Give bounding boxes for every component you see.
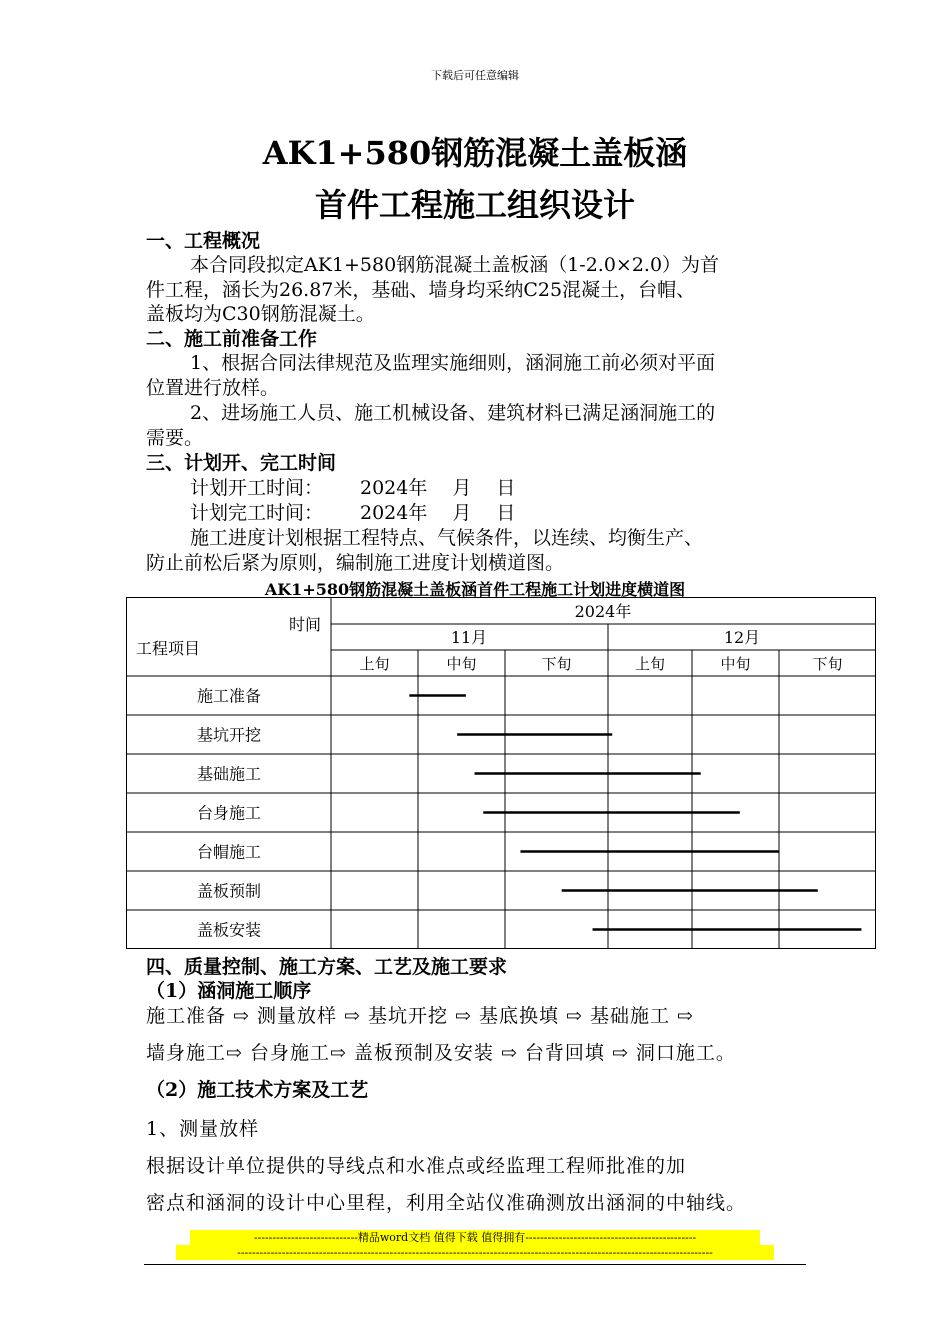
task-label: 盖板安装 <box>196 920 262 940</box>
task-label: 盖板预制 <box>196 881 262 901</box>
title-line-1: AK1+580钢筋混凝土盖板涵 <box>262 134 688 172</box>
month-header-11: 11月 <box>450 628 488 647</box>
section-1-line-2: 件工程，涵长为26.87米，基础、墙身均采纳C25混凝土，台帽、 <box>146 279 696 301</box>
year-header: 2024年 <box>574 602 632 621</box>
section-2-line-3: 2、进场施工人员、施工机械设备、建筑材料已满足涵洞施工的 <box>190 402 716 424</box>
task-label: 基坑开挖 <box>196 725 262 745</box>
flow-line-2: 墙身施工⇨ 台身施工⇨ 盖板预制及安装 ⇨ 台背回填 ⇨ 洞口施工。 <box>146 1042 736 1064</box>
para-line-2: 密点和涵洞的设计中心里程，利用全站仪准确测放出涵洞的中轴线。 <box>146 1192 747 1214</box>
section-2-line-4: 需要。 <box>146 427 204 449</box>
period-header: 下旬 <box>812 655 843 673</box>
month-header-12: 12月 <box>723 628 761 647</box>
section-2-line-1: 1、根据合同法律规范及监理实施细则，涵洞施工前必须对平面 <box>190 352 716 374</box>
task-label: 台身施工 <box>196 803 262 823</box>
footer-banner-1: ----------------------------精品word文档 值得下载 值得拥有---------------------------------------------- <box>190 1230 760 1245</box>
task-label: 基础施工 <box>196 764 262 784</box>
period-header: 下旬 <box>541 655 572 673</box>
period-header: 中旬 <box>720 655 751 673</box>
section-1-line-3: 盖板均为C30钢筋混凝土。 <box>146 303 375 325</box>
para-line-1: 根据设计单位提供的导线点和水准点或经监理工程师批准的加 <box>146 1155 687 1177</box>
header-note: 下载后可任意编辑 <box>431 69 519 82</box>
period-header: 上旬 <box>634 655 666 673</box>
period-header: 上旬 <box>359 655 390 673</box>
section-1-line-1: 本合同段拟定AK1+580钢筋混凝土盖板涵（1-2.0×2.0）为首 <box>190 254 720 276</box>
planned-start-label: 计划开工时间： <box>190 477 324 499</box>
corner-time-label: 时间 <box>288 615 321 634</box>
section-4-heading: 四、质量控制、施工方案、工艺及施工要求 <box>146 956 508 978</box>
section-2-line-2: 位置进行放样。 <box>146 377 280 399</box>
period-header: 中旬 <box>446 655 477 673</box>
planned-start-date: 2024年 月 日 <box>360 477 516 499</box>
subsection-1-heading: （1）涵洞施工顺序 <box>146 980 312 1002</box>
flow-line-1: 施工准备 ⇨ 测量放样 ⇨ 基坑开挖 ⇨ 基底换填 ⇨ 基础施工 ⇨ <box>146 1005 694 1027</box>
section-1-heading: 一、工程概况 <box>146 230 261 252</box>
footer-rule <box>144 1264 806 1265</box>
item-1-heading: 1、测量放样 <box>146 1118 260 1140</box>
gantt-chart <box>126 597 876 949</box>
footer-banner-2: -------------------------------------------------------------------------------------------------------------------------------- <box>176 1245 774 1260</box>
section-3-line-1: 施工进度计划根据工程特点、气候条件，以连续、均衡生产、 <box>190 527 704 549</box>
section-2-heading: 二、施工前准备工作 <box>146 328 318 350</box>
task-label: 施工准备 <box>196 686 262 706</box>
title-line-2: 首件工程施工组织设计 <box>314 186 635 224</box>
gantt-caption: AK1+580钢筋混凝土盖板涵首件工程施工计划进度横道图 <box>264 580 686 599</box>
planned-end-date: 2024年 月 日 <box>360 502 516 524</box>
section-3-heading: 三、计划开、完工时间 <box>146 452 337 474</box>
subsection-2-heading: （2）施工技术方案及工艺 <box>146 1079 369 1101</box>
corner-item-label: 工程项目 <box>136 639 201 658</box>
section-3-line-2: 防止前松后紧为原则，编制施工进度计划横道图。 <box>146 552 565 574</box>
task-label: 台帽施工 <box>196 842 262 862</box>
planned-end-label: 计划完工时间： <box>190 502 324 524</box>
